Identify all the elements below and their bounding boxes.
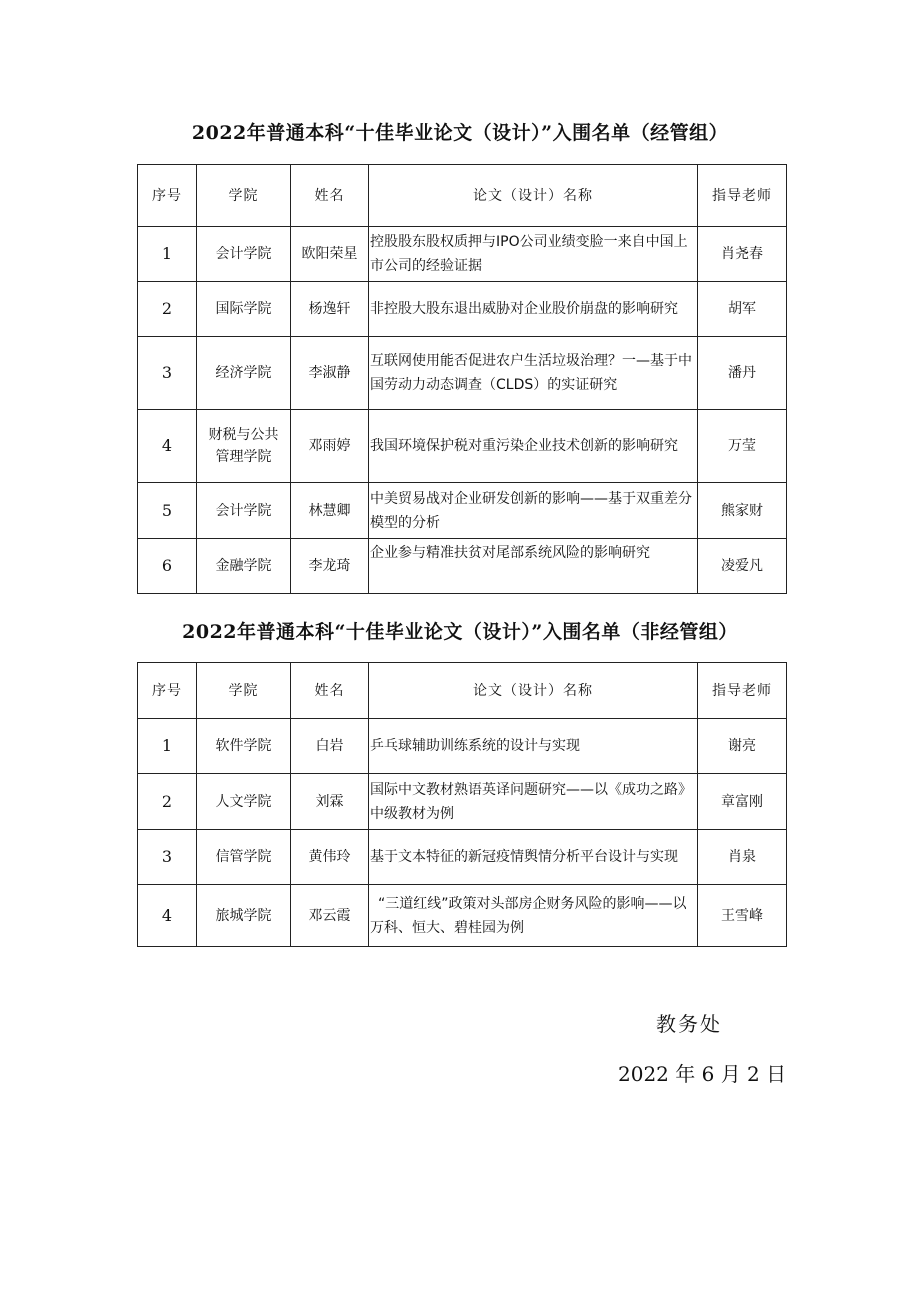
table-row bbox=[138, 410, 787, 483]
table-non-econ-mgmt bbox=[137, 662, 787, 947]
table-row bbox=[138, 774, 787, 830]
row-advisor: 肖泉 bbox=[698, 830, 787, 885]
row-thesis-title: 互联网使用能否促进农户生活垃圾治理？一—基于中国劳动力动态调查（CLDS）的实证研究 bbox=[369, 337, 698, 410]
row-college: 人文学院 bbox=[197, 774, 291, 830]
title-group-non-econ-mgmt: 2022年普通本科“十佳毕业论文（设计）”入围名单（非经管组） bbox=[182, 621, 738, 643]
row-college: 会计学院 bbox=[197, 227, 291, 282]
table-row bbox=[138, 539, 787, 594]
row-advisor: 王雪峰 bbox=[698, 885, 787, 947]
table-row bbox=[138, 227, 787, 282]
row-student-name: 邓云霞 bbox=[291, 885, 369, 947]
table-row bbox=[138, 337, 787, 410]
row-thesis-title: 企业参与精准扶贫对尾部系统风险的影响研究 bbox=[369, 539, 698, 594]
row-no: 2 bbox=[138, 774, 197, 830]
row-student-name: 刘霖 bbox=[291, 774, 369, 830]
row-college: 国际学院 bbox=[197, 282, 291, 337]
row-advisor: 肖尧春 bbox=[698, 227, 787, 282]
row-thesis-title: 国际中文教材熟语英译问题研究——以《成功之路》中级教材为例 bbox=[369, 774, 698, 830]
row-college: 经济学院 bbox=[197, 337, 291, 410]
row-thesis-title: 基于文本特征的新冠疫情舆情分析平台设计与实现 bbox=[369, 830, 698, 885]
header-college: 学院 bbox=[197, 663, 291, 719]
row-thesis-title: 非控股大股东退出威胁对企业股价崩盘的影响研究 bbox=[369, 282, 698, 337]
row-no: 1 bbox=[138, 719, 197, 774]
header-name: 姓名 bbox=[291, 165, 369, 227]
row-student-name: 邓雨婷 bbox=[291, 410, 369, 483]
row-student-name: 欧阳荣星 bbox=[291, 227, 369, 282]
row-college: 旅城学院 bbox=[197, 885, 291, 947]
row-college: 信管学院 bbox=[197, 830, 291, 885]
row-no: 3 bbox=[138, 337, 197, 410]
table-econ-mgmt bbox=[137, 164, 787, 594]
title-group-econ-mgmt: 2022年普通本科“十佳毕业论文（设计）”入围名单（经管组） bbox=[191, 122, 729, 144]
row-student-name: 黄伟玲 bbox=[291, 830, 369, 885]
issue-date: 2022 年 6 月 2 日 bbox=[618, 1062, 787, 1086]
header-thesis: 论文（设计）名称 bbox=[369, 663, 698, 719]
row-advisor: 万莹 bbox=[698, 410, 787, 483]
row-no: 3 bbox=[138, 830, 197, 885]
row-no: 4 bbox=[138, 885, 197, 947]
row-thesis-title: 我国环境保护税对重污染企业技术创新的影响研究 bbox=[369, 410, 698, 483]
row-thesis-title: “三道红线”政策对头部房企财务风险的影响——以万科、恒大、碧桂园为例 bbox=[369, 885, 698, 947]
row-advisor: 章富刚 bbox=[698, 774, 787, 830]
row-no: 6 bbox=[138, 539, 197, 594]
row-student-name: 白岩 bbox=[291, 719, 369, 774]
row-student-name: 李淑静 bbox=[291, 337, 369, 410]
header-advisor: 指导老师 bbox=[698, 663, 787, 719]
row-college: 金融学院 bbox=[197, 539, 291, 594]
row-student-name: 李龙琦 bbox=[291, 539, 369, 594]
row-student-name: 杨逸轩 bbox=[291, 282, 369, 337]
header-no: 序号 bbox=[138, 165, 197, 227]
table-header-row bbox=[138, 165, 787, 227]
table-row bbox=[138, 282, 787, 337]
table-row bbox=[138, 483, 787, 539]
header-thesis: 论文（设计）名称 bbox=[369, 165, 698, 227]
table-header-row bbox=[138, 663, 787, 719]
row-college: 财税与公共管理学院 bbox=[197, 410, 291, 483]
row-advisor: 熊家财 bbox=[698, 483, 787, 539]
row-college: 软件学院 bbox=[197, 719, 291, 774]
row-advisor: 潘丹 bbox=[698, 337, 787, 410]
row-thesis-title: 控股股东股权质押与IPO公司业绩变脸一来自中国上市公司的经验证据 bbox=[369, 227, 698, 282]
row-student-name: 林慧卿 bbox=[291, 483, 369, 539]
row-advisor: 谢亮 bbox=[698, 719, 787, 774]
table-row bbox=[138, 719, 787, 774]
row-advisor: 凌爱凡 bbox=[698, 539, 787, 594]
row-no: 2 bbox=[138, 282, 197, 337]
row-no: 4 bbox=[138, 410, 197, 483]
row-college: 会计学院 bbox=[197, 483, 291, 539]
row-thesis-title: 中美贸易战对企业研发创新的影响——基于双重差分模型的分析 bbox=[369, 483, 698, 539]
issuing-department: 教务处 bbox=[656, 1012, 722, 1036]
header-no: 序号 bbox=[138, 663, 197, 719]
header-advisor: 指导老师 bbox=[698, 165, 787, 227]
table-row bbox=[138, 830, 787, 885]
row-thesis-title: 乒乓球辅助训练系统的设计与实现 bbox=[369, 719, 698, 774]
row-no: 5 bbox=[138, 483, 197, 539]
header-name: 姓名 bbox=[291, 663, 369, 719]
row-advisor: 胡军 bbox=[698, 282, 787, 337]
row-no: 1 bbox=[138, 227, 197, 282]
header-college: 学院 bbox=[197, 165, 291, 227]
table-row bbox=[138, 885, 787, 947]
